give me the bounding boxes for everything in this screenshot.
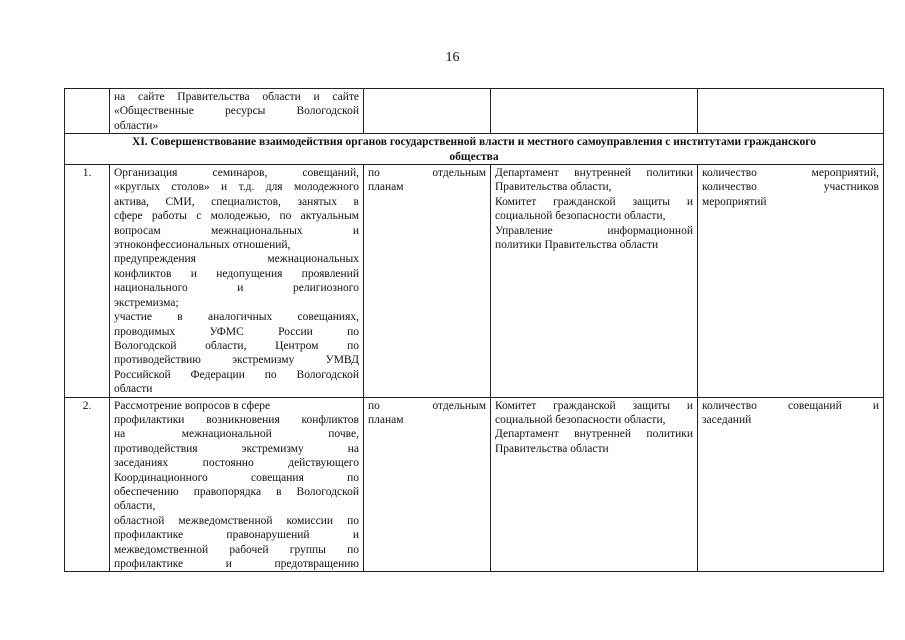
text-line: противодействия экстремизму на: [114, 442, 359, 455]
text-line: Координационного совещания по: [114, 471, 359, 484]
text-line: Вологодской области, Центром по: [114, 339, 359, 352]
text-line: проводимых УФМС России по: [114, 325, 359, 338]
cell-event: [110, 397, 364, 572]
text-line: предупреждения межнациональных: [114, 253, 359, 266]
text-line: Организация семинаров, совещаний,: [114, 167, 359, 180]
cell-executor: [491, 165, 698, 398]
text-line: мероприятий: [702, 195, 767, 208]
section-row: [65, 134, 884, 165]
text-line: Комитет гражданской защиты и: [495, 399, 693, 412]
text-line: заседаний: [702, 413, 752, 426]
cell-event: [110, 165, 364, 398]
plan-table: [64, 88, 884, 572]
text-line: обеспечению правопорядка в Вологодской: [114, 485, 359, 498]
text-line: Правительства области,: [495, 181, 612, 194]
text-line: конфликтов и недопущения проявлений: [114, 267, 359, 280]
text-line: «круглых столов» и т.д. для молодежного: [114, 181, 359, 194]
text-line: социальной безопасности области,: [495, 413, 666, 426]
cell-indicator: [698, 165, 884, 398]
row-number: 1.: [65, 165, 110, 398]
text-line: количество совещаний и: [702, 399, 879, 412]
text-line: планам: [368, 181, 404, 194]
text-line: планам: [368, 413, 404, 426]
cell-event: [110, 89, 364, 134]
text-line: по отдельным: [368, 167, 486, 180]
text-line: Комитет гражданской защиты и: [495, 195, 693, 208]
cell-term: [364, 397, 491, 572]
text-line: по отдельным: [368, 399, 486, 412]
text-line: Департамент внутренней политики: [495, 428, 693, 441]
row-number: 2.: [65, 397, 110, 572]
text-line: количество участников: [702, 181, 879, 194]
cell-term: [364, 165, 491, 398]
text-line: участие в аналогичных совещаниях,: [114, 311, 359, 324]
text-line: заседаниях постоянно действующего: [114, 457, 359, 470]
section-title-line: XI. Совершенствование взаимодействия органов государственной власти и местного самоуправления с институтами гражданского: [132, 136, 816, 149]
text-line: количество мероприятий,: [702, 167, 879, 180]
text-line: Управление информационной: [495, 224, 693, 237]
text-line: области: [114, 383, 153, 396]
section-heading: [65, 134, 884, 165]
table-row: [65, 397, 884, 572]
text-line: профилактике и предотвращению: [114, 558, 359, 570]
text-line: межведомственной рабочей группы по: [114, 543, 359, 556]
text-line: профилактики возникновения конфликтов: [114, 413, 359, 426]
text-line: Российской Федерации по Вологодской: [114, 368, 359, 381]
section-title-line: общества: [449, 150, 499, 163]
table-row: [65, 165, 884, 398]
text-line: на сайте Правительства области и сайте: [114, 91, 359, 103]
text-line: Рассмотрение вопросов в сфере: [114, 399, 271, 412]
text-line: вопросам межнациональных и: [114, 224, 359, 237]
text-line: сфере работы с молодежью, по актуальным: [114, 210, 359, 223]
text-line: Правительства области: [495, 442, 609, 455]
cell-executor: [491, 89, 698, 134]
text-line: областной межведомственной комиссии по: [114, 514, 359, 527]
cell-num: [65, 89, 110, 134]
text-line: области,: [114, 500, 156, 513]
text-line: национального и религиозного: [114, 282, 359, 295]
text-line: экстремизма;: [114, 296, 179, 309]
table-row: [65, 89, 884, 134]
text-line: области»: [114, 119, 159, 132]
text-line: «Общественные ресурсы Вологодской: [114, 105, 359, 118]
text-line: социальной безопасности области,: [495, 210, 666, 223]
text-line: актива, СМИ, специалистов, занятых в: [114, 195, 359, 208]
cell-indicator: [698, 397, 884, 572]
text-line: политики Правительства области: [495, 239, 659, 252]
cell-executor: [491, 397, 698, 572]
cell-term: [364, 89, 491, 134]
cell-indicator: [698, 89, 884, 134]
page-number: 16: [445, 50, 460, 65]
text-line: противодействию экстремизму УМВД: [114, 354, 359, 367]
text-line: Департамент внутренней политики: [495, 167, 693, 180]
text-line: на межнациональной почве,: [114, 428, 359, 441]
text-line: профилактике правонарушений и: [114, 529, 359, 542]
text-line: этноконфессиональных отношений,: [114, 239, 291, 252]
